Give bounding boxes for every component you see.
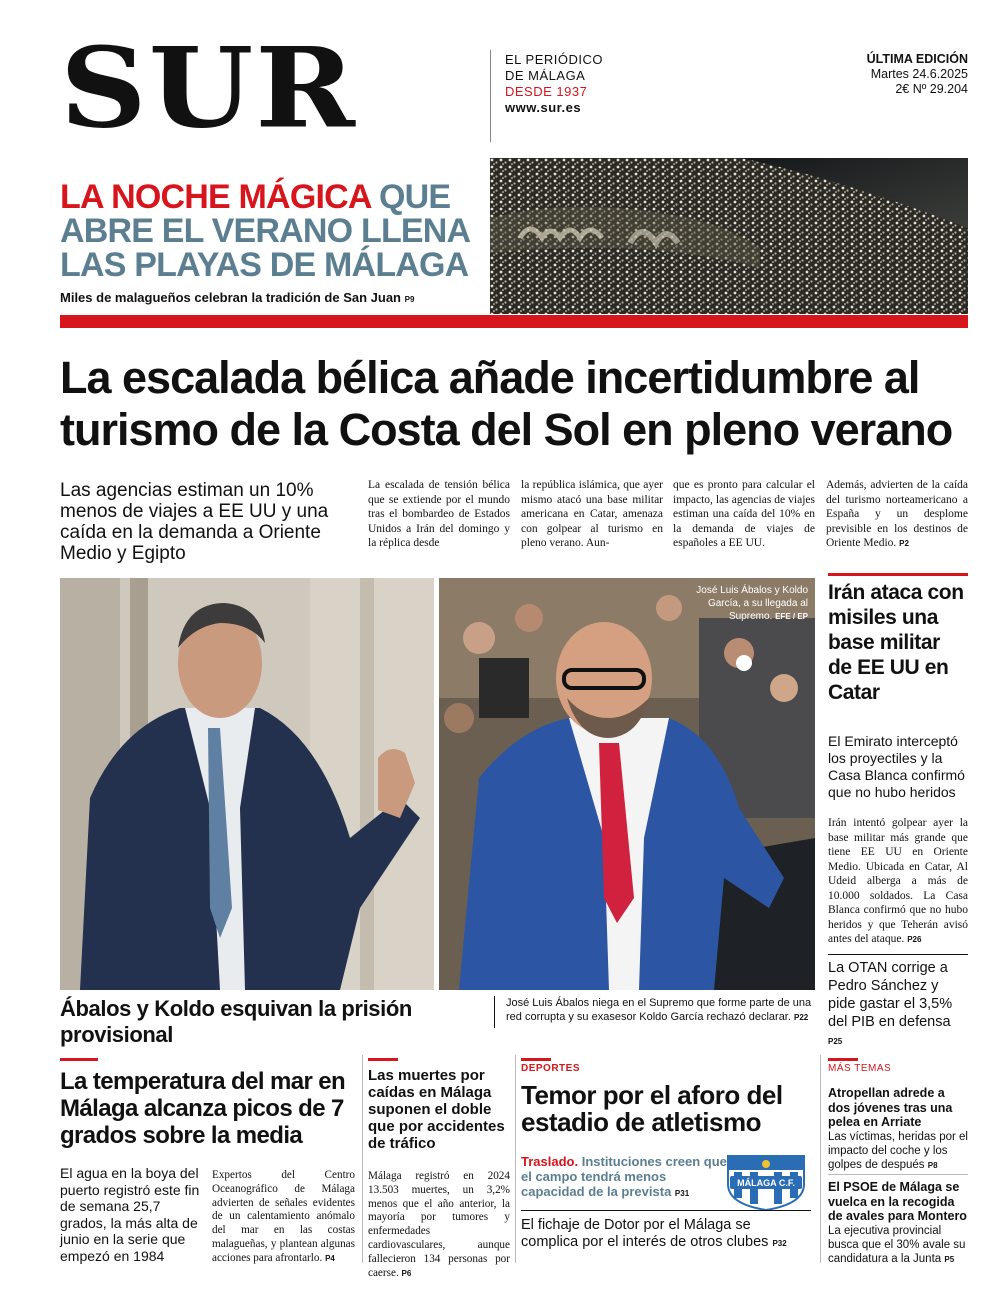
- koldo-image: [439, 578, 815, 990]
- page-ref: P32: [772, 1239, 787, 1248]
- dotor-transfer-brief[interactable]: [521, 1217, 811, 1252]
- sidebar-divider: [828, 954, 968, 955]
- falls-deaths-headline[interactable]: Las muertes por caídas en Málaga suponen el doble que por accidentes de tráfico: [368, 1067, 505, 1152]
- photo-credit-text: José Luis Ábalos y Koldo García, a su llegada al Supremo.: [696, 585, 808, 622]
- masthead-url[interactable]: www.sur.es: [505, 100, 582, 115]
- section-tag-deportes[interactable]: DEPORTES: [521, 1063, 581, 1074]
- stadium-subhead-lead: Traslado.: [521, 1154, 579, 1169]
- sidebar-headline[interactable]: Irán ataca con misiles una base militar de EE UU en Catar: [828, 581, 964, 704]
- abalos-image: [60, 578, 434, 990]
- masthead-tagline-1: EL PERIÓDICO: [505, 52, 603, 67]
- red-divider-bar: [60, 315, 968, 328]
- sea-temperature-deck: El agua en la boya del puerto registró este fin de semana 25,7 grados, la más alta de junio en la serie que empezó en 1984: [60, 1165, 200, 1264]
- malaga-cf-crest: [720, 1150, 812, 1212]
- story-accent-rule: [60, 1058, 98, 1061]
- page-ref: P31: [674, 1189, 690, 1198]
- main-body-col-3: que es pronto para calcular el impacto, las agencias de viajes estiman una caída del 10% en la demanda de viajes de españoles a EE UU.: [673, 479, 815, 549]
- page-ref: P2: [899, 539, 909, 548]
- sidebar-rule: [828, 573, 968, 576]
- sidebar-body: [828, 816, 968, 948]
- sea-temperature-body: [212, 1169, 355, 1266]
- brief-item-body: Las víctimas, heridas por el impacto del coche y los golpes de después: [828, 1130, 968, 1171]
- sidebar-body-text: Irán intentó golpear ayer la base militar más grande que tiene EE UU en Oriente Medio. Ubicada en Catar, Al Udeid alberga a más de 10.000 soldados. La Casa Blanca confirmó que no hubo heridos y que Teherán avisó antes del ataque.: [828, 817, 968, 945]
- malaga-crest-icon: [720, 1150, 812, 1212]
- brief-item-arriate[interactable]: [828, 1086, 968, 1173]
- column-divider: [515, 1055, 516, 1263]
- stadium-divider: [521, 1210, 811, 1211]
- column-divider: [820, 1055, 821, 1263]
- edition-label: ÚLTIMA EDICIÓN: [866, 52, 968, 66]
- section-tag-mas-temas[interactable]: MÁS TEMAS: [828, 1063, 892, 1074]
- feature-title[interactable]: [60, 180, 480, 282]
- brief-item-title: Atropellan adrede a dos jóvenes tras una pelea en Arriate: [828, 1086, 953, 1129]
- masthead-info: [505, 52, 603, 116]
- page-ref: P5: [944, 1254, 955, 1264]
- photo-caption: [506, 996, 812, 1025]
- photo-credit: [668, 584, 808, 623]
- brief-divider: [828, 1174, 968, 1175]
- story-accent-rule: [368, 1058, 398, 1061]
- crowd-night-image: [490, 158, 968, 314]
- masthead-logo: SUR: [60, 23, 358, 153]
- page-ref: P8: [927, 1160, 938, 1170]
- main-headline[interactable]: La escalada bélica añade incertidumbre al turismo de la Costa del Sol en pleno verano: [60, 352, 953, 455]
- sidebar-otan-text: La OTAN corrige a Pedro Sánchez y pide gastar el 3,5% del PIB en defensa: [828, 960, 953, 1030]
- sea-temperature-body-text: Expertos del Centro Oceanográfico de Málaga advierten de señales evidentes de un calentamiento anómalo del mar en las costas malagueñas, y plantean algunas acciones para afrontarlo.: [212, 1169, 355, 1264]
- page-ref: P22: [793, 1013, 809, 1022]
- masthead-divider: [490, 50, 491, 142]
- column-divider: [362, 1055, 363, 1263]
- masthead-tagline-2: DE MÁLAGA: [505, 68, 586, 83]
- sea-temperature-headline[interactable]: La temperatura del mar en Málaga alcanza picos de 7 grados sobre la media: [60, 1068, 346, 1149]
- photo-credit-source: EFE / EP: [775, 612, 808, 621]
- stadium-subhead: [521, 1154, 731, 1201]
- page-ref: P4: [325, 1253, 335, 1263]
- edition-date: Martes 24.6.2025: [870, 67, 968, 81]
- page-ref: P6: [401, 1268, 412, 1278]
- edition-price-number: 2€ Nº 29.204: [895, 82, 968, 96]
- main-body-col-1: La escalada de tensión bélica que se extiende por el mundo tras el bombardeo de Estados Unidos a Irán del domingo y la réplica desde: [368, 479, 510, 549]
- main-deck: Las agencias estiman un 10% menos de viajes a EE UU y una caída en la demanda a Oriente Medio y Egipto: [60, 480, 329, 564]
- section-accent-rule: [521, 1058, 551, 1061]
- main-body-col-2: la república islámica, que ayer mismo atacó una base militar americana en Catar, amenaza con golpear al turismo en pleno verano. Aun-: [521, 479, 663, 549]
- dotor-transfer-text: El fichaje de Dotor por el Málaga se complica por el interés de otros clubes: [521, 1217, 769, 1250]
- feature-subtitle-text: Miles de malagueños celebran la tradición de San Juan: [60, 290, 401, 305]
- page-ref: P25: [828, 1037, 843, 1046]
- caption-divider: [494, 996, 495, 1028]
- page-ref: P9: [404, 295, 415, 304]
- page-ref: P26: [907, 935, 922, 944]
- sidebar-otan-brief[interactable]: [828, 959, 968, 1051]
- sidebar-deck: El Emirato interceptó los proyectiles y la Casa Blanca confirmó que no hubo heridos: [828, 733, 965, 800]
- feature-title-highlight: LA NOCHE MÁGICA: [60, 178, 371, 216]
- falls-deaths-body: [368, 1170, 510, 1280]
- main-body-col-4-text: Además, advierten de la caída del turismo norteamericano a España y un desplome previsible en los destinos de Oriente Medio.: [826, 479, 968, 549]
- brief-item-title: El PSOE de Málaga se vuelca en la recogida de avales para Montero: [828, 1180, 967, 1223]
- masthead-since: DESDE 1937: [505, 84, 588, 99]
- brief-item-body: La ejecutiva provincial busca que el 30% avale su candidatura a la Junta: [828, 1224, 966, 1265]
- stadium-subhead-text: Instituciones creen que el campo tendrá menos capacidad de la prevista: [521, 1154, 727, 1199]
- falls-deaths-body-text: Málaga registró en 2024 13.503 muertes, un 3,2% menos que el año anterior, la mayoría por tumores y enfermedades cardiovasculares, aunque fallecieron 134 personas por caerse.: [368, 1170, 510, 1279]
- feature-title-rest: QUE ABRE EL VERANO LLENA LAS PLAYAS DE MÁLAGA: [60, 178, 470, 284]
- edition-info: [867, 52, 968, 97]
- feature-subtitle: [60, 290, 480, 305]
- main-body-col-4: [826, 478, 968, 552]
- photo-caption-headline[interactable]: Ábalos y Koldo esquivan la prisión provisional: [60, 996, 412, 1047]
- koldo-photo[interactable]: [439, 578, 815, 990]
- san-juan-beach-photo[interactable]: [490, 158, 968, 314]
- stadium-headline[interactable]: Temor por el aforo del estadio de atletismo: [521, 1080, 783, 1137]
- malaga-crest-text: MÁLAGA C.F.: [737, 1178, 795, 1188]
- brief-item-psoe[interactable]: [828, 1180, 968, 1267]
- photo-caption-text: José Luis Ábalos niega en el Supremo que forme parte de una red corrupta y su exasesor Koldo García rechazó declarar.: [506, 997, 812, 1023]
- abalos-photo[interactable]: [60, 578, 434, 990]
- section-accent-rule: [828, 1058, 858, 1061]
